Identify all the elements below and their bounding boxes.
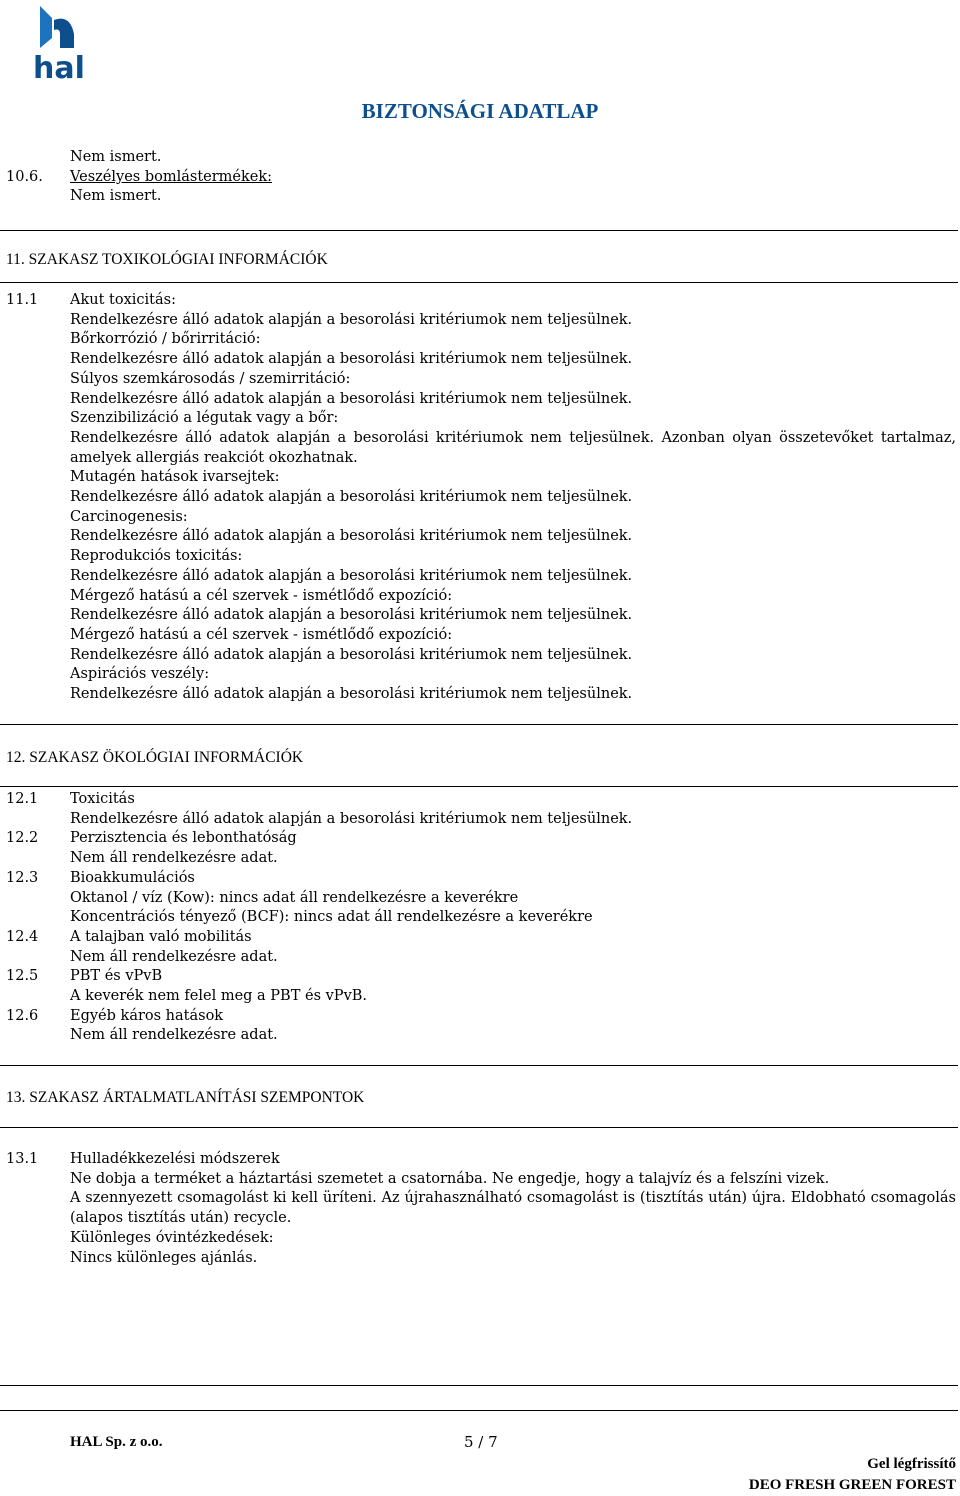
section-13-content — [6, 1150, 956, 1268]
item-number — [6, 987, 70, 1007]
item-text: Rendelkezésre álló adatok alapján a besorolási kritériumok nem teljesülnek. — [70, 607, 633, 624]
item-text: Rendelkezésre álló adatok alapján a besorolási kritériumok nem teljesülnek. — [70, 810, 633, 827]
item-text: Koncentrációs tényező (BCF): nincs adat áll rendelkezésre a keverékre — [70, 909, 593, 926]
divider — [0, 1127, 958, 1128]
item-number — [6, 665, 70, 685]
dangerous-decomposition-label: Veszélyes bomlástermékek: — [70, 168, 273, 185]
list-item — [6, 849, 956, 869]
item-text: Nincs különleges ajánlás. — [70, 1249, 258, 1266]
divider — [0, 1410, 958, 1411]
list-item — [6, 829, 956, 849]
list-item — [6, 370, 956, 390]
item-number: 12.1 — [6, 791, 39, 807]
list-item — [6, 350, 956, 370]
list-item — [6, 1189, 956, 1228]
list-item — [6, 869, 956, 889]
logo-text: hal — [33, 51, 85, 82]
item-number — [6, 1189, 70, 1228]
item-number — [6, 330, 70, 350]
item-text: Rendelkezésre álló adatok alapján a besorolási kritériumok nem teljesülnek. — [70, 528, 633, 545]
item-number — [6, 646, 70, 666]
list-item — [6, 1249, 956, 1269]
item-text: Rendelkezésre álló adatok alapján a besorolási kritériumok nem teljesülnek. — [70, 567, 633, 584]
hal-logo — [30, 4, 88, 82]
item-number — [6, 370, 70, 390]
item-number — [6, 810, 70, 830]
item-text: Reprodukciós toxicitás: — [70, 548, 243, 565]
item-text: Rendelkezésre álló adatok alapján a besorolási kritériumok nem teljesülnek. — [70, 390, 633, 407]
list-item — [6, 1170, 956, 1190]
item-number: 11.1 — [6, 292, 39, 308]
list-item: 10.6. Veszélyes bomlástermékek: — [6, 168, 956, 188]
list-item — [6, 311, 956, 331]
section-11-title: 11. SZAKASZ TOXIKOLÓGIAI INFORMÁCIÓK — [6, 251, 328, 268]
item-number — [6, 587, 70, 607]
item-number — [6, 1229, 70, 1249]
item-text: Perzisztencia és lebonthatóság — [70, 830, 297, 847]
item-number — [6, 429, 70, 468]
item-number — [6, 409, 70, 429]
item-text: Bioakkumulációs — [70, 869, 195, 886]
list-item — [6, 1007, 956, 1027]
list-item — [6, 1150, 956, 1170]
item-number — [6, 685, 70, 705]
item-text: A talajban való mobilitás — [70, 928, 252, 945]
list-item — [6, 547, 956, 567]
item-number: 12.6 — [6, 1007, 39, 1024]
list-item — [6, 587, 956, 607]
divider — [0, 1385, 958, 1386]
list-item — [6, 810, 956, 830]
list-item — [6, 429, 956, 468]
item-text: Toxicitás — [70, 791, 135, 807]
item-text: Ne dobja a terméket a háztartási szemetet a csatornába. Ne engedje, hogy a talajvíz és a felszíni vizek. — [70, 1170, 830, 1187]
document-title: BIZTONSÁGI ADATLAP — [361, 99, 599, 123]
divider — [0, 724, 958, 725]
item-number — [6, 350, 70, 370]
item-number — [6, 527, 70, 547]
item-text: Rendelkezésre álló adatok alapján a besorolási kritériumok nem teljesülnek. — [70, 489, 633, 506]
divider — [0, 786, 958, 787]
item-text: Nem áll rendelkezésre adat. — [70, 948, 278, 965]
list-item: Nem ismert. — [70, 188, 162, 205]
item-number — [6, 547, 70, 567]
item-text: Különleges óvintézkedések: — [70, 1229, 274, 1246]
item-number: 12.2 — [6, 830, 39, 847]
item-number — [6, 1249, 70, 1269]
item-text: Rendelkezésre álló adatok alapján a besorolási kritériumok nem teljesülnek. — [70, 686, 633, 703]
section-12-content — [6, 790, 956, 1046]
item-number — [6, 948, 70, 968]
list-item — [6, 889, 956, 909]
list-item — [6, 606, 956, 626]
list-item: Nem ismert. — [70, 149, 162, 165]
list-item — [6, 967, 956, 987]
list-item — [6, 1229, 956, 1249]
item-number — [6, 508, 70, 528]
item-number — [6, 311, 70, 331]
section-11-content — [6, 291, 956, 705]
item-number — [6, 1170, 70, 1190]
item-text: Mutagén hatások ivarsejtek: — [70, 469, 280, 486]
item-text: Szenzibilizáció a légutak vagy a bőr: — [70, 410, 339, 427]
item-number: 13.1 — [6, 1151, 39, 1167]
product-name: DEO FRESH GREEN FOREST — [748, 1477, 956, 1493]
item-number: 12.3 — [6, 869, 39, 886]
list-item — [6, 987, 956, 1007]
item-text: A szennyezett csomagolást ki kell üríteni. Az újrahasználható csomagolást is (tisztítás után) újra. Eldobható csomagolás (alapos tisztítás után) recycle. — [70, 1190, 956, 1227]
section-10-tail — [6, 148, 956, 207]
divider — [0, 1065, 958, 1066]
item-text: Rendelkezésre álló adatok alapján a besorolási kritériumok nem teljesülnek. — [70, 646, 633, 663]
section-13-title: 13. SZAKASZ ÁRTALMATLANÍTÁSI SZEMPONTOK — [6, 1089, 365, 1106]
item-text: Nem áll rendelkezésre adat. — [70, 1027, 278, 1044]
list-item — [6, 390, 956, 410]
item-number — [6, 889, 70, 909]
list-item — [6, 527, 956, 547]
item-text: Carcinogenesis: — [70, 508, 188, 525]
item-text: Hulladékkezelési módszerek — [70, 1151, 280, 1167]
item-number: 12.5 — [6, 968, 39, 985]
item-text: Bőrkorrózió / bőrirritáció: — [70, 331, 261, 348]
list-item — [6, 330, 956, 350]
item-text: Rendelkezésre álló adatok alapján a besorolási kritériumok nem teljesülnek. — [70, 311, 633, 328]
item-number — [6, 468, 70, 488]
item-text: Aspirációs veszély: — [70, 666, 210, 683]
item-text: PBT és vPvB — [70, 968, 163, 985]
list-item — [6, 646, 956, 666]
item-text: Rendelkezésre álló adatok alapján a besorolási kritériumok nem teljesülnek. — [70, 351, 633, 368]
list-item — [6, 790, 956, 810]
hal-logo-icon — [30, 4, 88, 82]
list-item — [6, 567, 956, 587]
item-text: Akut toxicitás: — [70, 292, 176, 308]
item-text: Súlyos szemkárosodás / szemirritáció: — [70, 370, 351, 387]
list-item — [6, 488, 956, 508]
item-number: 12.4 — [6, 928, 39, 945]
item-number — [6, 390, 70, 410]
list-item — [6, 1026, 956, 1046]
list-item — [6, 908, 956, 928]
item-number — [6, 488, 70, 508]
item-text: Mérgező hatású a cél szervek - ismétlődő expozíció: — [70, 626, 453, 643]
item-text: Oktanol / víz (Kow): nincs adat áll rendelkezésre a keverékre — [70, 889, 519, 906]
divider — [0, 282, 958, 283]
item-number — [6, 849, 70, 869]
footer-company: HAL Sp. z o.o. — [70, 1434, 163, 1450]
page-number: 5 / 7 — [464, 1433, 498, 1451]
item-number — [6, 626, 70, 646]
list-item — [6, 626, 956, 646]
item-text: A keverék nem felel meg a PBT és vPvB. — [70, 988, 368, 1005]
item-number — [6, 567, 70, 587]
list-item — [6, 928, 956, 948]
item-text: Nem áll rendelkezésre adat. — [70, 850, 278, 867]
list-item — [6, 291, 956, 311]
item-number — [6, 1026, 70, 1046]
list-item — [6, 409, 956, 429]
list-item — [6, 508, 956, 528]
item-number — [6, 606, 70, 626]
item-text: Rendelkezésre álló adatok alapján a besorolási kritériumok nem teljesülnek. Azonban olyan összetevőket tartalmaz, amelyek allergiás reakciót okozhatnak. — [70, 429, 956, 466]
item-text: Mérgező hatású a cél szervek - ismétlődő expozíció: — [70, 587, 453, 604]
list-item — [6, 685, 956, 705]
list-item — [6, 665, 956, 685]
section-12-title: 12. SZAKASZ ÖKOLÓGIAI INFORMÁCIÓK — [6, 749, 304, 766]
list-item — [6, 468, 956, 488]
item-number — [6, 908, 70, 928]
divider — [0, 230, 958, 231]
item-text: Egyéb káros hatások — [70, 1007, 224, 1024]
list-item — [6, 948, 956, 968]
product-type: Gel légfrissítő — [867, 1456, 956, 1472]
